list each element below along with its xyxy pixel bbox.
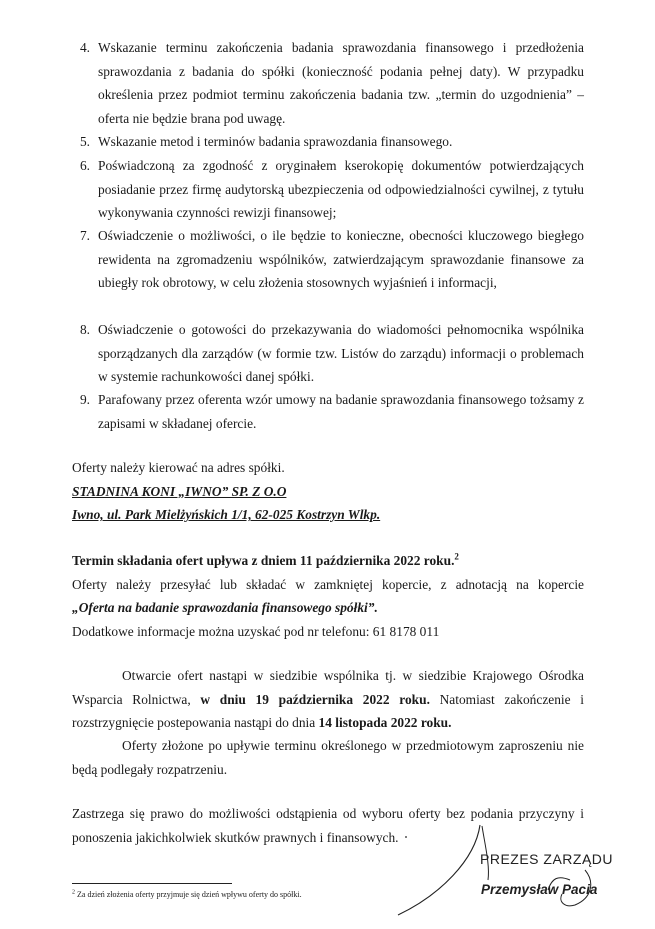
item-number: 4. <box>79 40 90 55</box>
list-item <box>72 388 584 435</box>
submit-instructions: Oferty należy przesyłać lub składać w zamkniętej kopercie, z adnotacją na kopercie <box>72 576 584 592</box>
item-text: Oświadczenie o gotowości do przekazywania do wiadomości pełnomocnika wspólnika sporządzanych dla zarządów (w formie tzw. Listów do zarządu) informacji o problemach w systemie rachunkowości danej spółki. <box>98 322 584 384</box>
item-text: Parafowany przez oferenta wzór umowy na badanie sprawozdania finansowego tożsamy z zapisami w składanej ofercie. <box>98 392 584 431</box>
company-name: STADNINA KONI „IWNO” SP. Z O.O <box>72 483 287 499</box>
opening-paragraph <box>72 664 584 735</box>
item-number: 7. <box>79 228 90 243</box>
signature-stamp: PREZES ZARZĄDU <box>480 851 614 867</box>
requirements-list <box>72 36 584 435</box>
item-number: 8. <box>79 322 90 337</box>
decision-date: 14 listopada 2022 roku. <box>318 715 452 730</box>
decision-text: Natomiast zakończenie i rozstrzygnięcie postepowania nastąpi do dnia <box>72 691 584 730</box>
list-item <box>72 154 584 224</box>
item-text: Wskazanie metod i terminów badania sprawozdania finansowego. <box>98 134 453 149</box>
item-number: 5. <box>79 134 90 149</box>
footnote-divider <box>72 883 232 884</box>
item-number: 6. <box>79 158 90 173</box>
company-address: Iwno, ul. Park Mielżyńskich 1/1, 62-025 Kostrzyn Wlkp. <box>72 507 381 522</box>
signer-name: Przemysław Pacia <box>481 882 598 897</box>
list-item <box>72 318 584 388</box>
item-text: Wskazanie terminu zakończenia badania sprawozdania finansowego i przedłożenia sprawozdania z badania do spółki (konieczność podania pełnej daty). W przypadku określenia przez podmiot terminu zakończenia badania tzw. „termin do uzgodnienia” – oferta nie będzie brana pod uwagę. <box>98 40 584 126</box>
opening-date: w dniu 19 października 2022 roku. <box>200 691 430 707</box>
opening-text: Otwarcie ofert nastąpi w siedzibie wspólnika tj. w siedzibie Krajowego Ośrodka Wsparcia Rolnictwa, <box>72 668 584 707</box>
phone-info: Dodatkowe informacje można uzyskać pod nr telefonu: 61 8178 011 <box>72 623 440 639</box>
item-number: 9. <box>79 392 90 407</box>
signature-scribble <box>380 820 630 929</box>
late-offers-paragraph: Oferty złożone po upływie terminu określonego w przedmiotowym zaproszeniu nie będą podlegały rozpatrzeniu. <box>72 738 584 777</box>
list-item <box>72 130 584 154</box>
address-intro: Oferty należy kierować na adres spółki. <box>72 460 285 475</box>
envelope-note: „Oferta na badanie sprawozdania finansowego spółki”. <box>72 600 378 615</box>
deadline-block <box>72 549 584 643</box>
deadline-title: Termin składania ofert upływa z dniem 11 października 2022 roku.$^2$ <box>72 551 459 568</box>
address-block <box>72 456 584 527</box>
footnote-ref: 2 <box>454 551 459 562</box>
item-text: Oświadczenie o możliwości, o ile będzie to konieczne, obecności kluczowego biegłego rewidenta na zgromadzeniu wspólników, zatwierdzającym sprawozdanie finansowe za ubiegły rok obrotowy, w celu złożenia stosownych wyjaśnień i informacji, <box>98 228 584 290</box>
footnote-text: Za dzień złożenia oferty przyjmuje się dzień wpływu oferty do spółki. <box>75 890 302 899</box>
footnote <box>72 889 302 900</box>
item-text: Poświadczoną za zgodność z oryginałem kserokopię dokumentów potwierdzających posiadanie przez firmę audytorską ubezpieczenia od odpowiedzialności cywilnej, z tytułu wykonywania czynności rewizji finansowej; <box>98 158 584 220</box>
list-item <box>72 36 584 130</box>
footnote-number: 2 <box>72 889 75 896</box>
list-item <box>72 224 584 318</box>
reservation-paragraph: Zastrzega się prawo do możliwości odstąpienia od wyboru oferty bez podania przyczyny i ponoszenia jakichkolwiek skutków prawnych i finansowych. <box>72 806 584 845</box>
